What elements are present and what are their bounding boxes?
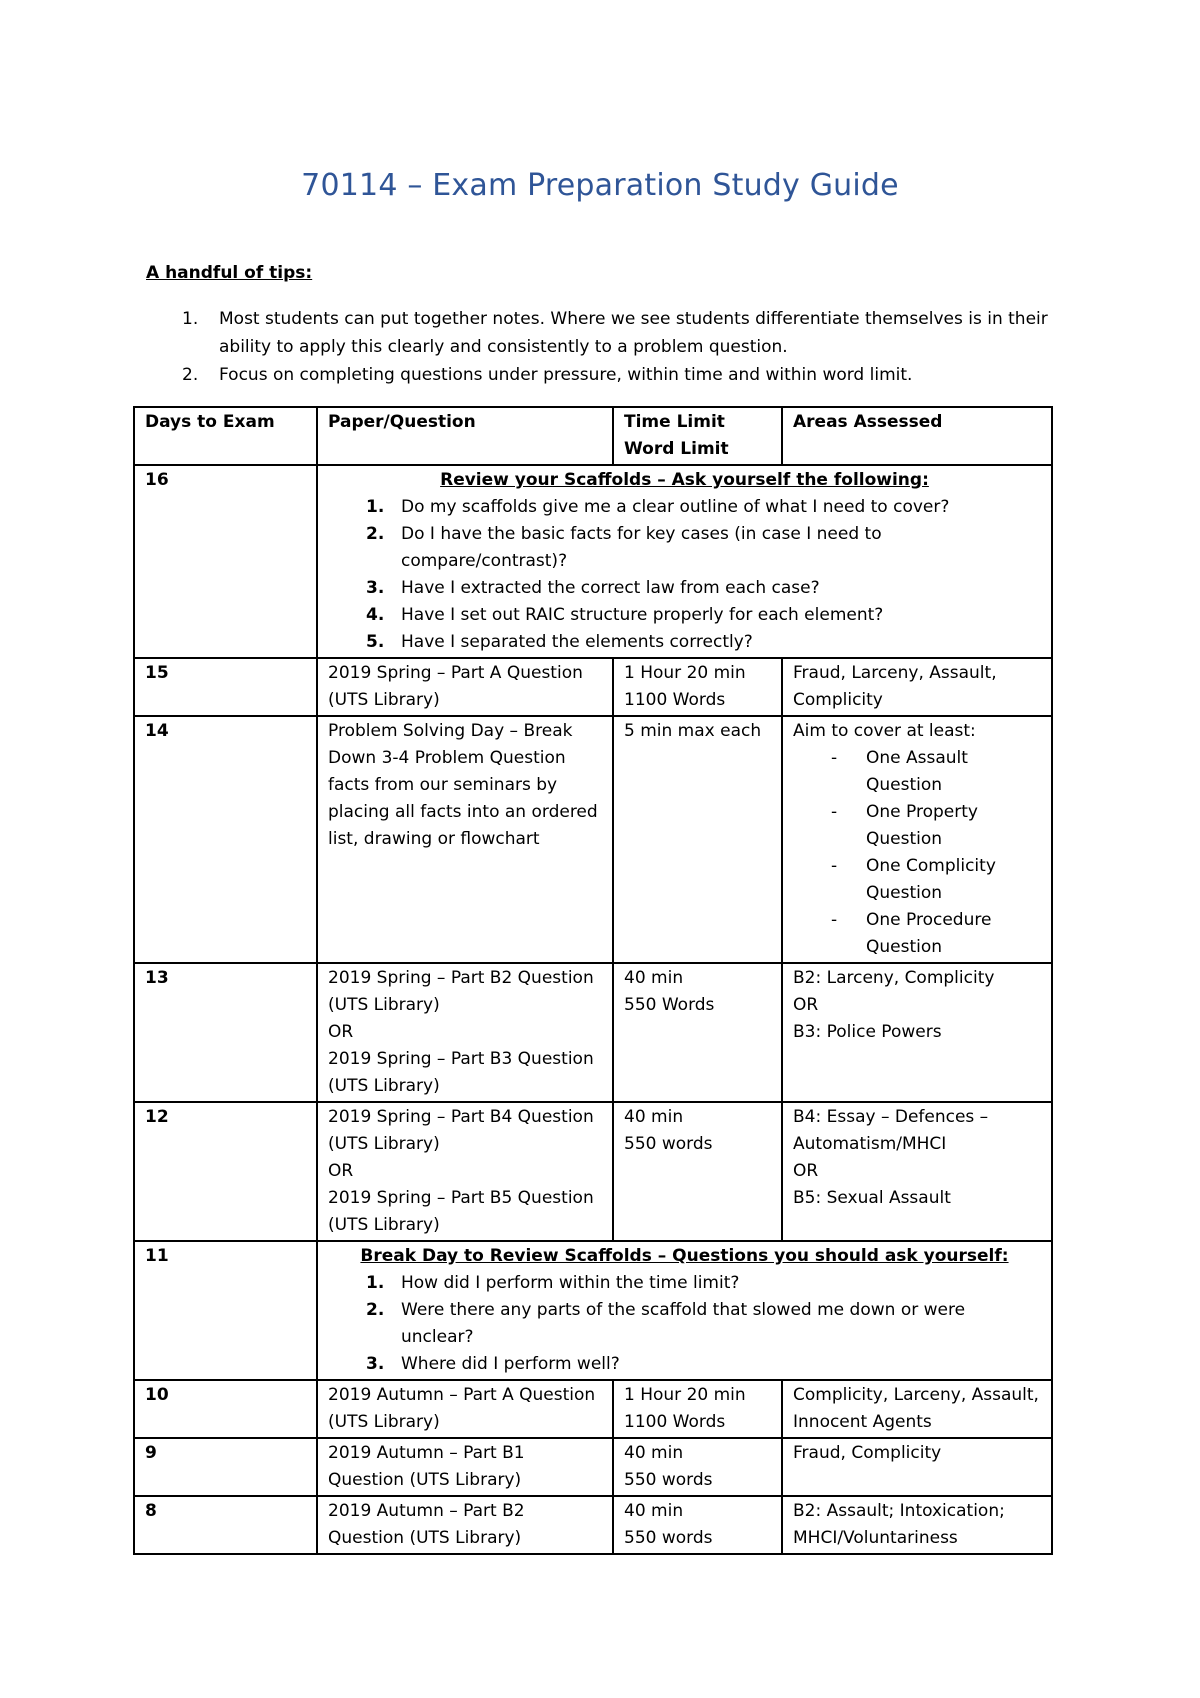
list-number: 1.: [366, 1273, 385, 1293]
header-word-limit: Word Limit: [624, 439, 729, 459]
list-item-text: How did I perform within the time limit?: [401, 1273, 740, 1293]
list-item-text: Were there any parts of the scaffold that slowed me down or were unclear?: [401, 1300, 966, 1347]
table-row: [134, 1241, 1052, 1380]
table-row: [134, 1438, 1052, 1496]
break-day-question-list: [328, 1270, 1041, 1378]
paper-cell: [317, 963, 613, 1102]
paper-option-2: 2019 Spring – Part B3 Question (UTS Library): [328, 1049, 594, 1096]
areas-or: OR: [793, 1161, 819, 1181]
study-schedule-table: [133, 406, 1053, 1555]
list-item-text: Do I have the basic facts for key cases (in case I need to compare/contrast)?: [401, 524, 882, 571]
tip-item: [146, 305, 1066, 361]
paper-cell: [317, 1102, 613, 1241]
list-item: [328, 575, 1041, 602]
day-cell: 11: [134, 1241, 317, 1380]
word-limit: 550 Words: [624, 995, 715, 1015]
review-heading: Review your Scaffolds – Ask yourself the following:: [440, 470, 929, 490]
review-question-list: [328, 494, 1041, 656]
areas-cell: [782, 963, 1052, 1102]
list-item: [328, 1270, 1041, 1297]
paper-cell: 2019 Autumn – Part A Question (UTS Library): [317, 1380, 613, 1438]
time-limit: 1 Hour 20 min: [624, 1385, 746, 1405]
day-cell: 16: [134, 465, 317, 658]
areas-cell: Complicity, Larceny, Assault, Innocent Agents: [782, 1380, 1052, 1438]
areas-cell: Fraud, Complicity: [782, 1438, 1052, 1496]
header-time-limit: Time Limit: [624, 412, 725, 432]
paper-or: OR: [328, 1022, 354, 1042]
list-item-text: Have I extracted the correct law from each case?: [401, 578, 820, 598]
time-cell: [613, 658, 782, 716]
review-scaffolds-cell: [317, 465, 1052, 658]
list-number: 2.: [366, 1300, 385, 1320]
list-item: [328, 1351, 1041, 1378]
table-row: [134, 1102, 1052, 1241]
table-row: [134, 1496, 1052, 1554]
list-item: [328, 1297, 1041, 1351]
paper-cell: 2019 Spring – Part A Question (UTS Library): [317, 658, 613, 716]
areas-cell: [782, 1102, 1052, 1241]
word-limit: 550 words: [624, 1470, 713, 1490]
list-item-text: Have I separated the elements correctly?: [401, 632, 753, 652]
tip-text: Most students can put together notes. Where we see students differentiate themselves is in their ability to apply this clearly and consistently to a problem question.: [219, 309, 1048, 357]
paper-or: OR: [328, 1161, 354, 1181]
list-number: 1.: [366, 497, 385, 517]
day-cell: 13: [134, 963, 317, 1102]
list-item: [793, 853, 1041, 907]
areas-option-1: B2: Larceny, Complicity: [793, 968, 995, 988]
table-row: [134, 1380, 1052, 1438]
areas-cell: Fraud, Larceny, Assault, Complicity: [782, 658, 1052, 716]
areas-option-2: B5: Sexual Assault: [793, 1188, 951, 1208]
list-number: 3.: [366, 1354, 385, 1374]
time-limit: 40 min: [624, 1501, 684, 1521]
time-cell: [613, 1102, 782, 1241]
header-areas-assessed: Areas Assessed: [782, 407, 1052, 465]
paper-option-2: 2019 Spring – Part B5 Question (UTS Library): [328, 1188, 594, 1235]
paper-option-1: 2019 Spring – Part B2 Question (UTS Library): [328, 968, 594, 1015]
list-number: 2.: [366, 524, 385, 544]
list-item-text: One Assault Question: [866, 748, 968, 795]
day-cell: 10: [134, 1380, 317, 1438]
list-item-text: One Complicity Question: [866, 856, 996, 903]
areas-cell: [782, 716, 1052, 963]
list-item: [328, 494, 1041, 521]
areas-option-2: B3: Police Powers: [793, 1022, 942, 1042]
time-cell: 5 min max each: [613, 716, 782, 963]
day-cell: 8: [134, 1496, 317, 1554]
list-item-text: Have I set out RAIC structure properly for each element?: [401, 605, 884, 625]
dash-bullet: -: [831, 910, 838, 930]
list-item: [793, 907, 1041, 961]
paper-cell: 2019 Autumn – Part B2 Question (UTS Library): [317, 1496, 613, 1554]
list-number: 4.: [366, 605, 385, 625]
paper-cell: Problem Solving Day – Break Down 3-4 Problem Question facts from our seminars by placing all facts into an ordered list, drawing or flowchart: [317, 716, 613, 963]
time-cell: [613, 1438, 782, 1496]
header-paper-question: Paper/Question: [317, 407, 613, 465]
dash-bullet: -: [831, 856, 838, 876]
dash-bullet: -: [831, 748, 838, 768]
list-item-text: Where did I perform well?: [401, 1354, 620, 1374]
list-item-text: One Procedure Question: [866, 910, 992, 957]
paper-cell: 2019 Autumn – Part B1 Question (UTS Library): [317, 1438, 613, 1496]
list-item: [793, 745, 1041, 799]
list-number: 5.: [366, 632, 385, 652]
dash-bullet: -: [831, 802, 838, 822]
time-cell: [613, 963, 782, 1102]
table-row: [134, 716, 1052, 963]
tip-number: 1.: [182, 309, 199, 329]
word-limit: 1100 Words: [624, 690, 726, 710]
paper-option-1: 2019 Spring – Part B4 Question (UTS Library): [328, 1107, 594, 1154]
day-cell: 15: [134, 658, 317, 716]
header-days-to-exam: Days to Exam: [134, 407, 317, 465]
table-header-row: [134, 407, 1052, 465]
list-item: [328, 629, 1041, 656]
page-title: 70114 – Exam Preparation Study Guide: [301, 168, 899, 203]
word-limit: 1100 Words: [624, 1412, 726, 1432]
areas-option-1: B4: Essay – Defences – Automatism/MHCI: [793, 1107, 989, 1154]
areas-cell: B2: Assault; Intoxication; MHCI/Voluntariness: [782, 1496, 1052, 1554]
break-day-cell: [317, 1241, 1052, 1380]
time-cell: [613, 1380, 782, 1438]
table-row: [134, 963, 1052, 1102]
areas-intro: Aim to cover at least:: [793, 721, 976, 741]
break-day-heading: Break Day to Review Scaffolds – Questions you should ask yourself:: [360, 1246, 1009, 1266]
list-number: 3.: [366, 578, 385, 598]
list-item-text: Do my scaffolds give me a clear outline of what I need to cover?: [401, 497, 950, 517]
tip-text: Focus on completing questions under pressure, within time and within word limit.: [219, 365, 913, 385]
areas-or: OR: [793, 995, 819, 1015]
word-limit: 550 words: [624, 1134, 713, 1154]
tip-item: [146, 361, 1066, 389]
list-item: [328, 602, 1041, 629]
areas-list: [793, 745, 1041, 961]
tips-heading: A handful of tips:: [146, 263, 313, 283]
list-item: [793, 799, 1041, 853]
day-cell: 14: [134, 716, 317, 963]
table-row: [134, 465, 1052, 658]
day-cell: 12: [134, 1102, 317, 1241]
time-cell: [613, 1496, 782, 1554]
time-limit: 40 min: [624, 1443, 684, 1463]
tips-list: [146, 305, 1066, 389]
list-item: [328, 521, 1041, 575]
word-limit: 550 words: [624, 1528, 713, 1548]
day-cell: 9: [134, 1438, 317, 1496]
list-item-text: One Property Question: [866, 802, 978, 849]
time-limit: 40 min: [624, 968, 684, 988]
tip-number: 2.: [182, 365, 199, 385]
header-time-word-limit: [613, 407, 782, 465]
time-limit: 40 min: [624, 1107, 684, 1127]
time-limit: 1 Hour 20 min: [624, 663, 746, 683]
table-row: [134, 658, 1052, 716]
